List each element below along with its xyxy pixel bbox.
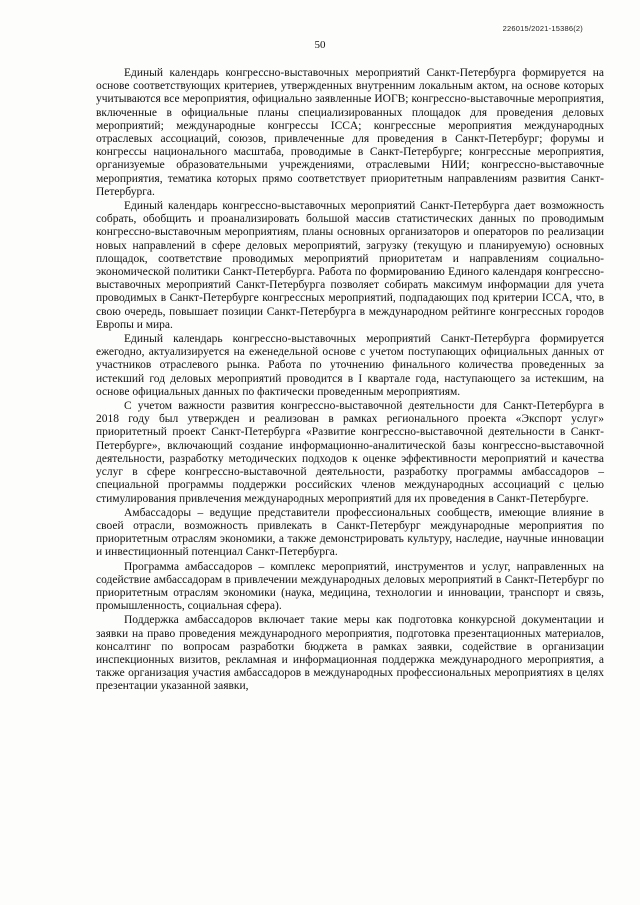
document-body — [96, 67, 604, 695]
paragraph: Программа амбассадоров – комплекс мероприятий, инструментов и услуг, направленных на содействие амбассадорам в привлечении международных деловых мероприятий в Санкт-Петербург по приоритетным отраслям экономики (наука, медицина, технологии и инновации, транспорт и связь, промышленность, социальная сфера). — [96, 560, 604, 613]
paragraph: Единый календарь конгрессно-выставочных мероприятий Санкт-Петербурга формируется на основе соответствующих критериев, утвержденных внутренним локальным актом, на основе которых учитываются все мероприятия, официально заявленные ИОГВ; конгрессно-выставочные мероприятия, включенные в официальные планы специализированных площадок для проведения деловых мероприятий; международные конгрессы ICCA; конгрессные мероприятия международных отраслевых ассоциаций, союзов, привлеченные для проведения в Санкт-Петербург; форумы и конгрессы национального масштаба, проводимые в Санкт-Петербурге; конгрессные мероприятия, организуемые образовательными учреждениями, отраслевыми НИИ; конгрессно-выставочные мероприятия, тематика которых прямо соответствует приоритетным направлениям развития Санкт-Петербурга. — [96, 67, 604, 198]
document-code: 226015/2021-15386(2) — [502, 24, 583, 33]
paragraph: Поддержка амбассадоров включает такие меры как подготовка конкурсной документации и заявки на право проведения международного мероприятия, подготовка презентационных материалов, консалтинг по вопросам разработки бюджета в рамках заявки, содействие в организации инспекционных визитов, рекламная и информационная поддержка международного мероприятия, а также организация участия амбассадоров в международных профессиональных мероприятиях в целях презентации указанной заявки, — [96, 614, 604, 693]
paragraph: С учетом важности развития конгрессно-выставочной деятельности для Санкт-Петербурга в 2018 году был утвержден и реализован в рамках регионального проекта «Экспорт услуг» приоритетный проект Санкт-Петербурга «Развитие конгрессно-выставочной деятельности в Санкт-Петербурге», включающий создание информационно-аналитической базы конгрессно-выставочной деятельности, разработку методических подходов к оценке эффективности мероприятий и качества услуг в сфере конгрессно-выставочной деятельности, разработку программы амбассадоров – специальной программы поддержки российских членов международных ассоциаций с целью стимулирования привлечения международных мероприятий для их проведения в Санкт-Петербурге. — [96, 400, 604, 505]
paragraph: Единый календарь конгрессно-выставочных мероприятий Санкт-Петербурга дает возможность собрать, обобщить и проанализировать большой массив статистических данных по проводимым конгрессно-выставочным мероприятиям, планы основных организаторов и операторов по реализации новых направлений в сфере деловых мероприятий, загрузку (текущую и планируемую) основных площадок, соответствие проводимых мероприятий приоритетам и направлениям социально-экономической политики Санкт-Петербурга. Работа по формированию Единого календаря конгрессно-выставочных мероприятий Санкт-Петербурга позволяет собирать максимум информации для учета проводимых в Санкт-Петербурге конгрессных мероприятий, подпадающих под критерии ICCA, что, в свою очередь, повышает позиции Санкт-Петербурга в международном рейтинге конгрессных городов Европы и мира. — [96, 200, 604, 331]
paragraph: Единый календарь конгрессно-выставочных мероприятий Санкт-Петербурга формируется ежегодно, актуализируется на еженедельной основе с учетом поступающих официальных данных от участников отраслевого рынка. Работа по уточнению финального количества проведенных за истекший год деловых мероприятий проводится в I квартале года, наступающего за истекшим, на основе официальных данных по фактически проведенным мероприятиям. — [96, 333, 604, 398]
page-number: 50 — [314, 39, 326, 51]
paragraph: Амбассадоры – ведущие представители профессиональных сообществ, имеющие влияние в своей отрасли, возможность привлекать в Санкт-Петербург международные мероприятия по приоритетным отраслям экономики, а также демонстрировать культуру, наследие, научные инновации и инвестиционный потенциал Санкт-Петербурга. — [96, 506, 604, 559]
